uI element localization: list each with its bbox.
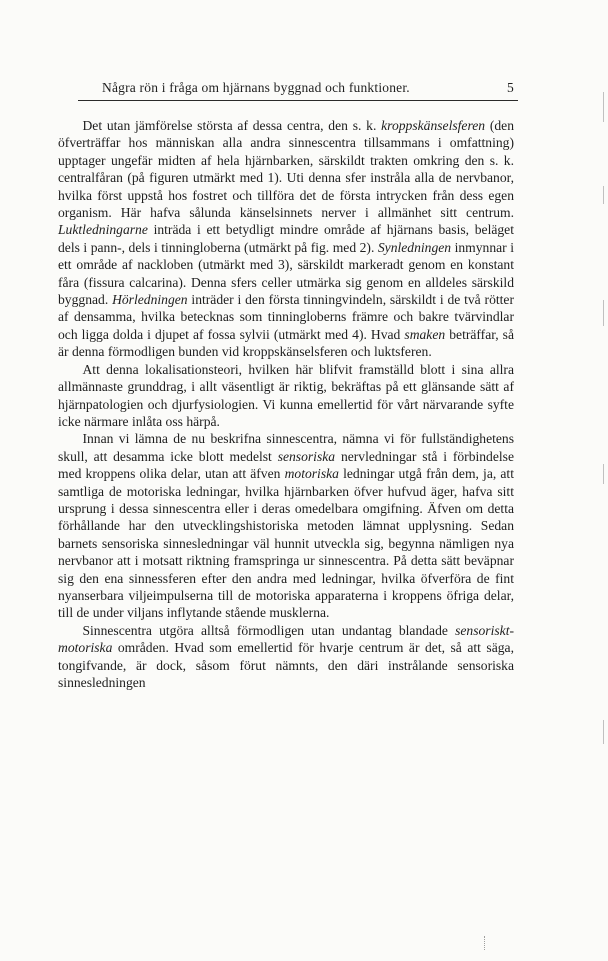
- scan-artifact: [603, 186, 604, 204]
- italic-term: Luktledningarne: [58, 222, 148, 238]
- paragraph: [58, 430, 514, 621]
- text-run: (den öfverträffar hos människan alla andra sinnescentra tillsammans i omfattning) upptager ungefär midten af hela hjärnbarken, särskildt trakten omkring den s. k. centralfåran (på figuren utmärkt med 1). Uti denna sfer instråla alla de nervbanor, hvilka först uppstå hos fostret och tillföra det de första intrycken från dess egen organism. Här hafva sålunda känselsinnets nerver i allmänhet sitt centrum.: [58, 118, 514, 221]
- italic-term: sensoriskt-motoriska: [58, 622, 514, 656]
- page-header: [78, 80, 518, 100]
- italic-term: sensoriska: [277, 448, 336, 464]
- text-run: inträda i ett betydligt mindre område af hjärnans basis, beläget dels i pann-, dels i tinningloberna (utmärkt på fig. med 2).: [58, 222, 514, 255]
- text-run: inmynnar i ett område af nackloben (utmärkt med 3), särskildt markeradt genom en konstant fåra (fissura calcarina). Denna sfers celler utmärka sig genom en alldeles särskild byggnad.: [58, 239, 514, 308]
- header-rule: [78, 100, 518, 101]
- italic-term: kroppskänselsferen: [381, 118, 486, 133]
- body-text: [58, 117, 514, 691]
- text-run: Innan vi lämna de nu beskrifna sinnescentra, nämna vi för fullständighetens skull, att desamma icke blott medelst: [58, 431, 514, 464]
- scan-artifact: [603, 300, 604, 326]
- text-run: beträffar, så är denna förmodligen bunden vid kroppskänselsferen och luktsferen.: [58, 326, 514, 360]
- italic-term: Synledningen: [377, 239, 452, 255]
- italic-term: smaken: [404, 326, 446, 342]
- text-run: nervledningar stå i förbindelse med kroppens olika delar, utan att äfven: [58, 448, 514, 482]
- page-number: 5: [507, 80, 514, 95]
- scan-artifact: [484, 936, 489, 950]
- paragraph: [58, 361, 514, 431]
- text-run: ledningar utgå från dem, ja, att samtliga de motoriska ledningar, hvilka hjärnbarken öfver hufvud äger, hafva sitt ursprung i dessa sinnescentra eller i deras omedelbara omgifning. Äfven om detta förhållande har den utvecklingshistoriska metoden lämnat upplysning. Sedan barnets sensoriska sinnesledningar väl hunnit utveckla sig, begynna nämligen nya nervbanor att i motsatt riktning framspringa ur sinnescentra. På detta sätt beväpnar sig den ena sinnessferen efter den andra med ledningar, hvilka öfverföra de fint nyanserbara viljeimpulserna till de motoriska apparaterna i kroppens öfriga delar, till de under viljans inflytande stående musklerna.: [58, 466, 514, 621]
- scan-artifact: [603, 464, 604, 484]
- text-run: Det utan jämförelse största af dessa centra, den s. k.: [82, 118, 382, 133]
- italic-term: motoriska: [284, 466, 339, 482]
- text-run: Att denna lokalisationsteori, hvilken här blifvit framställd blott i sina allra allmännaste grunddrag, i allt väsentligt är riktig, bekräftas på ett glänsande sätt af hjärnpatologien och djurfysiologien. Vi kunna emellertid för vårt närvarande syfte icke närmare inlåta oss härpå.: [58, 361, 514, 429]
- text-run: områden. Hvad som emellertid för hvarje centrum är det, så att säga, tongifvande, är dock, såsom förut nämnts, den däri instrålande sensoriska sinnesledningen: [58, 640, 514, 690]
- paragraph: [58, 117, 514, 361]
- scan-artifact: [603, 92, 604, 122]
- running-title: Några rön i fråga om hjärnans byggnad och funktioner.: [102, 80, 410, 95]
- scan-artifact: [603, 720, 604, 744]
- text-run: Sinnescentra utgöra alltså förmodligen utan undantag blandade: [82, 622, 456, 638]
- text-run: inträder i den första tinningvindeln, särskildt i de två rötter af densamma, hvilka betecknas som tinningloberns främre och bakre tvärvindlar och ligga dolda i djupet af fossa sylvii (utmärkt med 4). Hvad: [58, 292, 514, 342]
- paragraph: [58, 622, 514, 692]
- italic-term: Hörledningen: [112, 292, 188, 308]
